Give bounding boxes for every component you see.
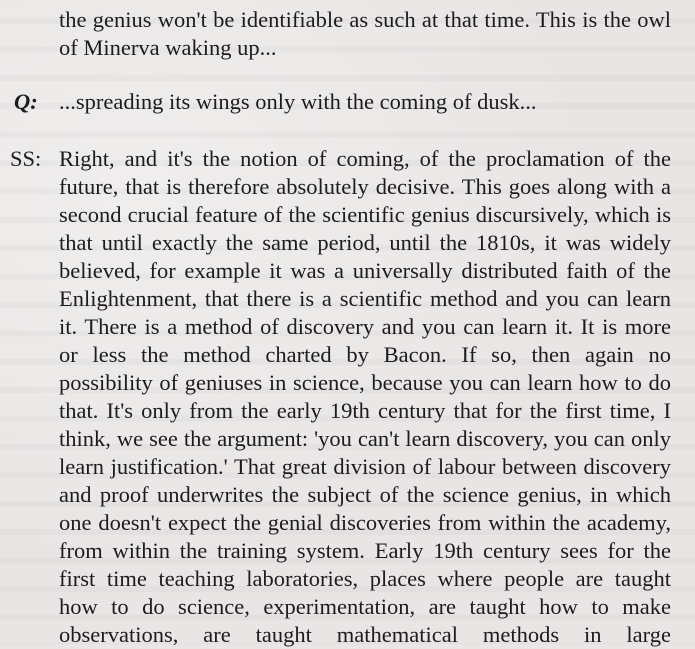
speaker-label-ss: SS:: [10, 146, 42, 171]
answer-line-1: Right, and it's the notion of coming, of the proclamation of the: [59, 146, 671, 171]
answer-line-7: it. There is a method of discovery and you can learn it. It is more: [59, 314, 671, 339]
answer-line-14: one doesn't expect the genial discoveries from within the academy,: [59, 510, 671, 535]
answer-line-3: second crucial feature of the scientific genius discursively, which is: [59, 202, 671, 227]
answer-line-5: believed, for example it was a universally distributed faith of the: [59, 258, 671, 283]
answer-line-2: future, that is therefore absolutely decisive. This goes along with a: [59, 174, 671, 199]
question-text: ...spreading its wings only with the coming of dusk...: [59, 89, 537, 114]
answer-line-4: that until exactly the same period, until the 1810s, it was widely: [59, 230, 671, 255]
answer-line-8: or less the method charted by Bacon. If so, then again no: [59, 342, 671, 367]
answer-line-9: possibility of geniuses in science, because you can learn how to do: [59, 370, 671, 395]
answer-line-16: first time teaching laboratories, places where people are taught: [59, 566, 671, 591]
text-line-2: of Minerva waking up...: [59, 35, 277, 60]
answer-line-17: how to do science, experimentation, are taught how to make: [59, 594, 671, 619]
answer-line-18: observations, are taught mathematical methods in large: [59, 622, 671, 647]
answer-line-10: that. It's only from the early 19th century that for the first time, I: [59, 398, 671, 423]
text-line-1: the genius won't be identifiable as such at that time. This is the owl: [59, 7, 671, 32]
answer-line-15: from within the training system. Early 19th century sees for the: [59, 538, 671, 563]
answer-line-13: and proof underwrites the subject of the science genius, in which: [59, 482, 671, 507]
answer-line-6: Enlightenment, that there is a scientific method and you can learn: [59, 286, 671, 311]
answer-line-12: learn justification.' That great division of labour between discovery: [59, 454, 671, 479]
speaker-label-q: Q:: [14, 89, 38, 114]
answer-line-11: think, we see the argument: 'you can't learn discovery, you can only: [59, 426, 671, 451]
